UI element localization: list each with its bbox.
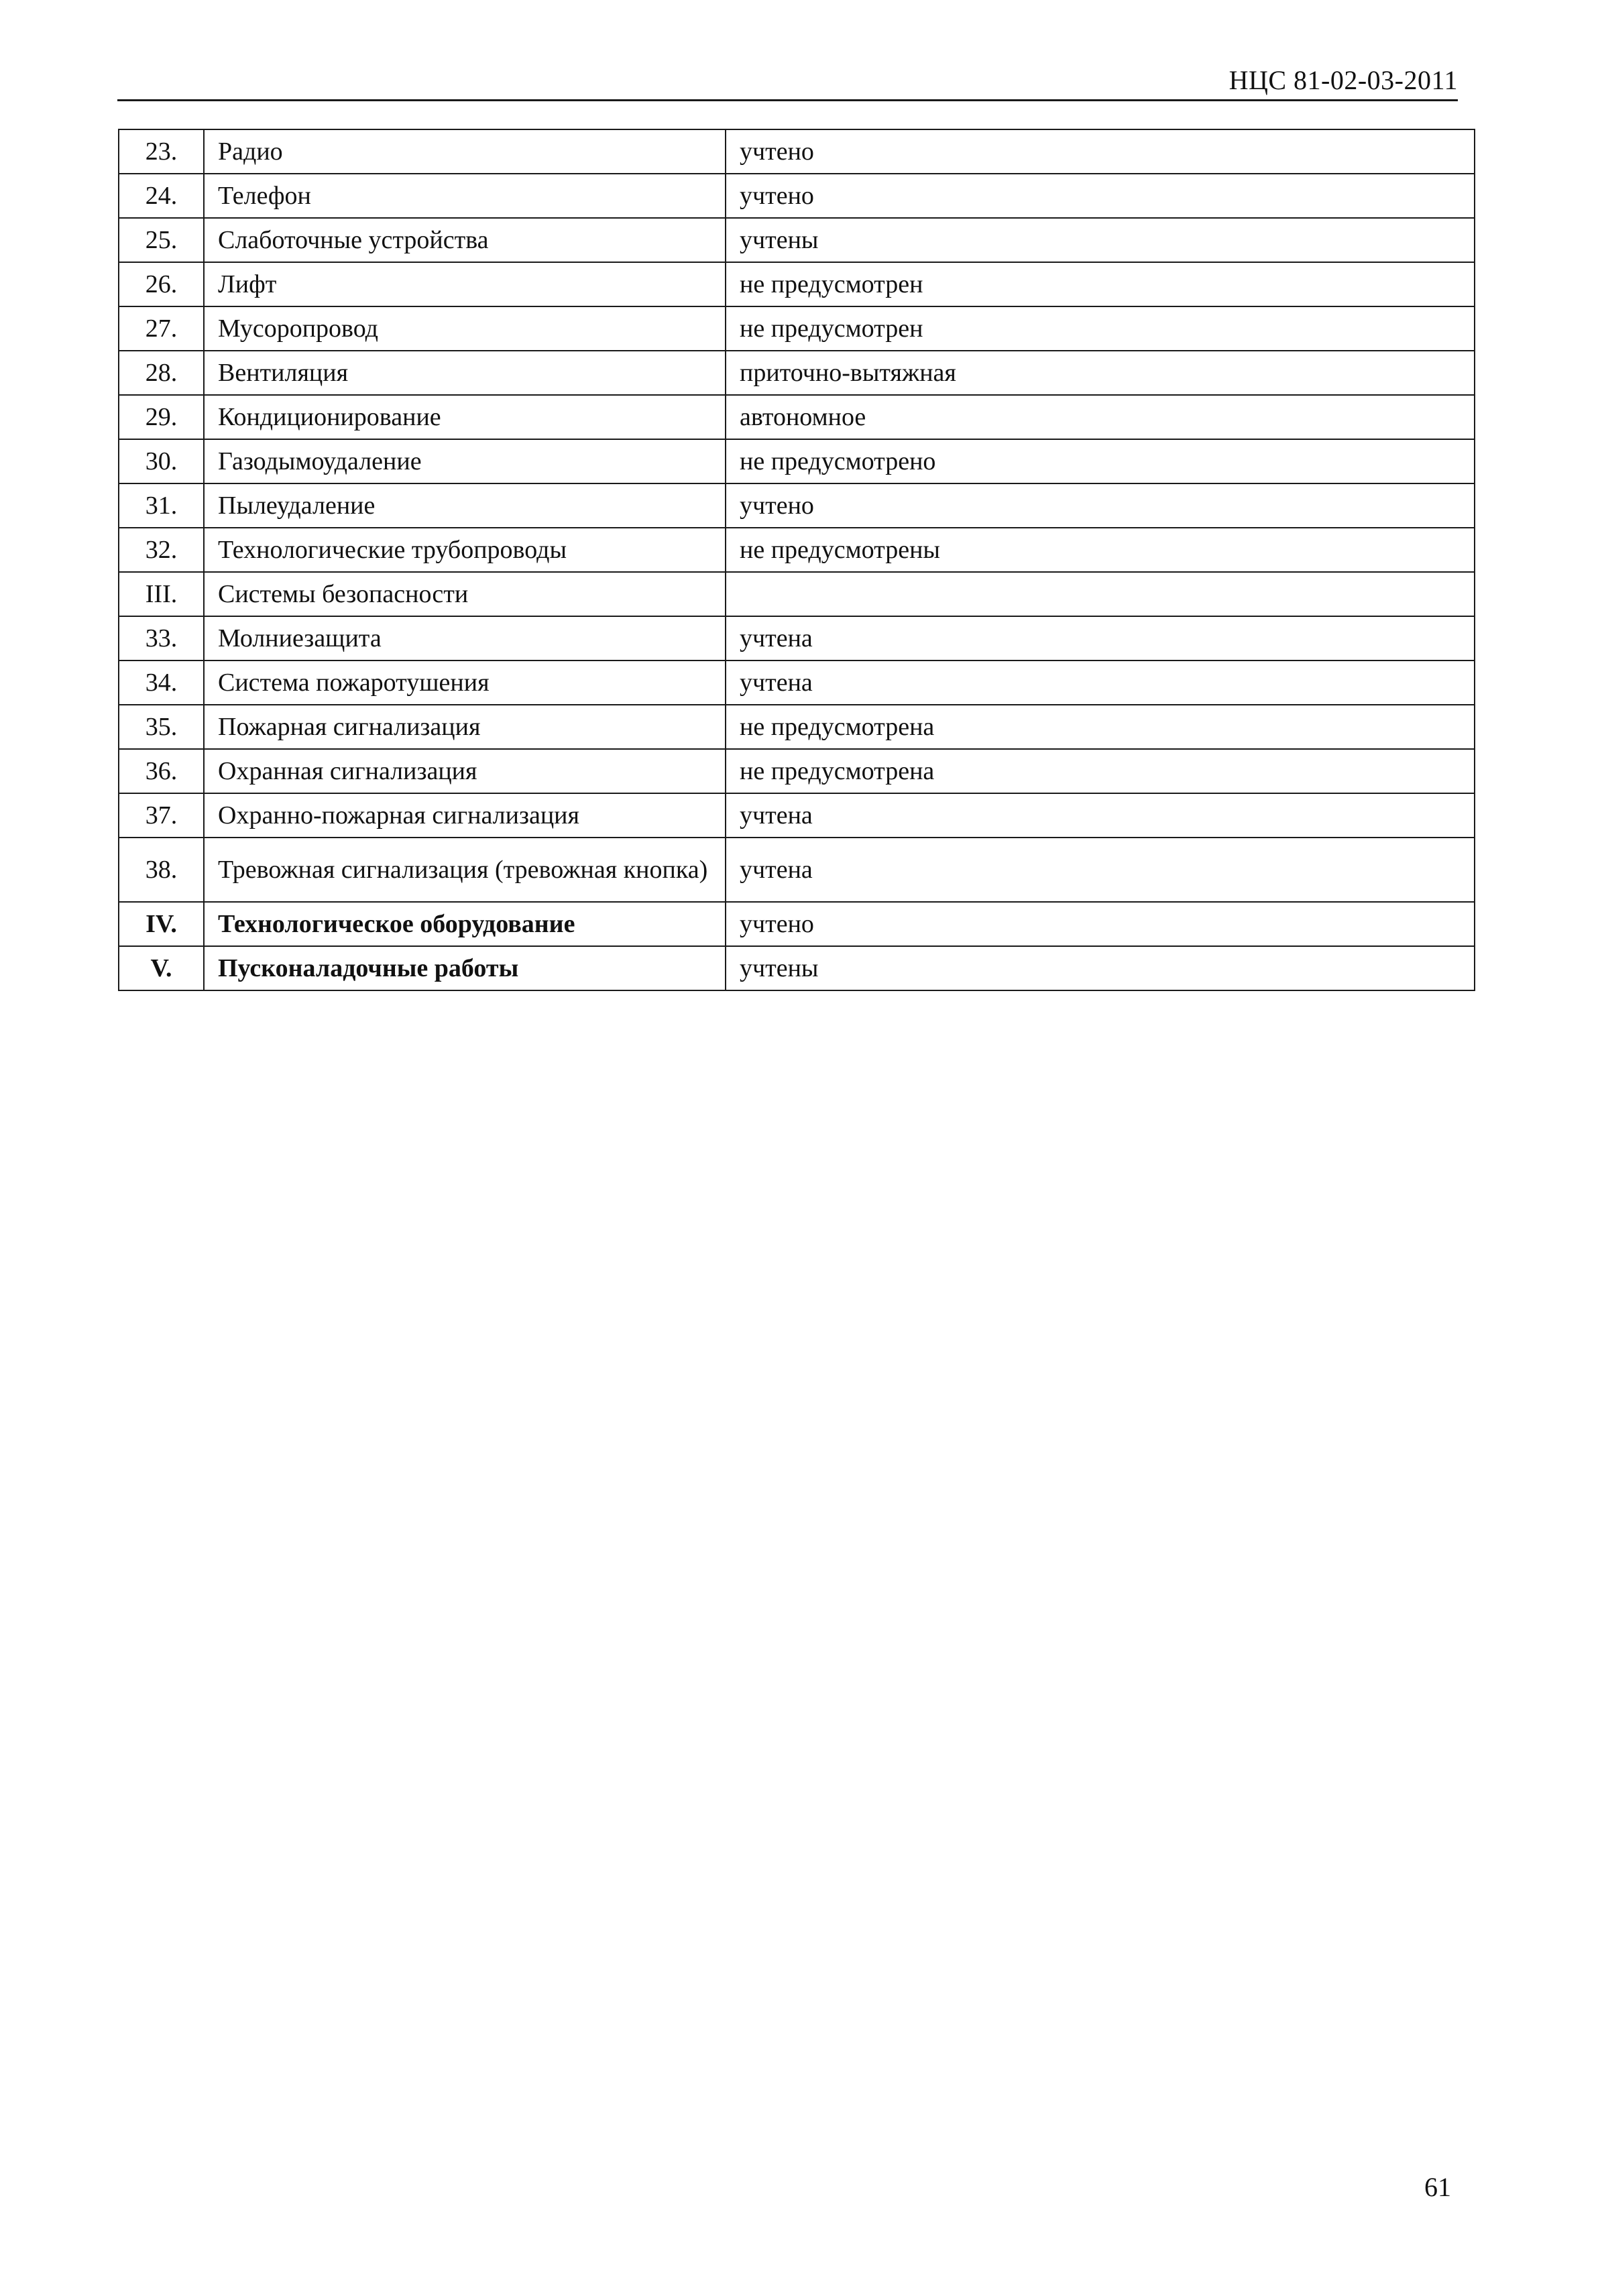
row-name: Охранно-пожарная сигнализация [204,793,726,838]
row-number: 37. [119,793,204,838]
row-number: 35. [119,705,204,749]
table-row [119,129,1475,174]
section-title: Системы безопасности [204,572,726,616]
row-number: 36. [119,749,204,793]
table-row [119,749,1475,793]
section-number: V. [119,946,204,990]
row-value: не предусмотрена [726,749,1475,793]
row-number: 25. [119,218,204,262]
row-value: не предусмотрен [726,306,1475,351]
row-number: 26. [119,262,204,306]
row-number: 29. [119,395,204,439]
row-number: 32. [119,528,204,572]
row-name: Слаботочные устройства [204,218,726,262]
row-value: приточно-вытяжная [726,351,1475,395]
row-name: Тревожная сигнализация (тревожная кнопка) [204,838,726,902]
row-value: учтена [726,616,1475,661]
row-value: учтено [726,902,1475,946]
row-value [726,572,1475,616]
row-name: Молниезащита [204,616,726,661]
row-name: Технологические трубопроводы [204,528,726,572]
section-row [119,946,1475,990]
section-row [119,572,1475,616]
row-name: Газодымоудаление [204,439,726,483]
row-value: не предусмотрен [726,262,1475,306]
row-name: Мусоропровод [204,306,726,351]
row-name: Охранная сигнализация [204,749,726,793]
row-value: не предусмотрена [726,705,1475,749]
row-number: 23. [119,129,204,174]
row-name: Радио [204,129,726,174]
table-row [119,793,1475,838]
table-row [119,174,1475,218]
row-value: учтено [726,174,1475,218]
section-title: Технологическое оборудование [204,902,726,946]
specification-table [118,129,1475,991]
table-row [119,528,1475,572]
table-row [119,838,1475,902]
row-name: Вентиляция [204,351,726,395]
row-name: Телефон [204,174,726,218]
row-name: Пылеудаление [204,483,726,528]
section-title: Пусконаладочные работы [204,946,726,990]
row-value: учтена [726,793,1475,838]
table-row [119,705,1475,749]
row-value: не предусмотрены [726,528,1475,572]
row-number: 34. [119,661,204,705]
table-row [119,262,1475,306]
row-number: 24. [119,174,204,218]
row-value: автономное [726,395,1475,439]
row-value: учтены [726,218,1475,262]
document-header [117,64,1458,101]
row-number: 30. [119,439,204,483]
row-number: 31. [119,483,204,528]
table-row [119,351,1475,395]
section-row [119,902,1475,946]
table-row [119,306,1475,351]
row-number: 33. [119,616,204,661]
row-value: учтено [726,129,1475,174]
row-value: учтено [726,483,1475,528]
row-value: учтена [726,838,1475,902]
page-number: 61 [1424,2172,1451,2202]
row-name: Пожарная сигнализация [204,705,726,749]
table-row [119,616,1475,661]
row-value: учтена [726,661,1475,705]
section-number: III. [119,572,204,616]
table-row [119,483,1475,528]
row-number: 28. [119,351,204,395]
row-number: 27. [119,306,204,351]
table-row [119,218,1475,262]
row-name: Система пожаротушения [204,661,726,705]
table-row [119,395,1475,439]
row-name: Лифт [204,262,726,306]
row-value: учтены [726,946,1475,990]
table-row [119,439,1475,483]
row-value: не предусмотрено [726,439,1475,483]
section-number: IV. [119,902,204,946]
document-code: НЦС 81-02-03-2011 [1228,65,1458,95]
row-name: Кондиционирование [204,395,726,439]
row-number: 38. [119,838,204,902]
table-row [119,661,1475,705]
